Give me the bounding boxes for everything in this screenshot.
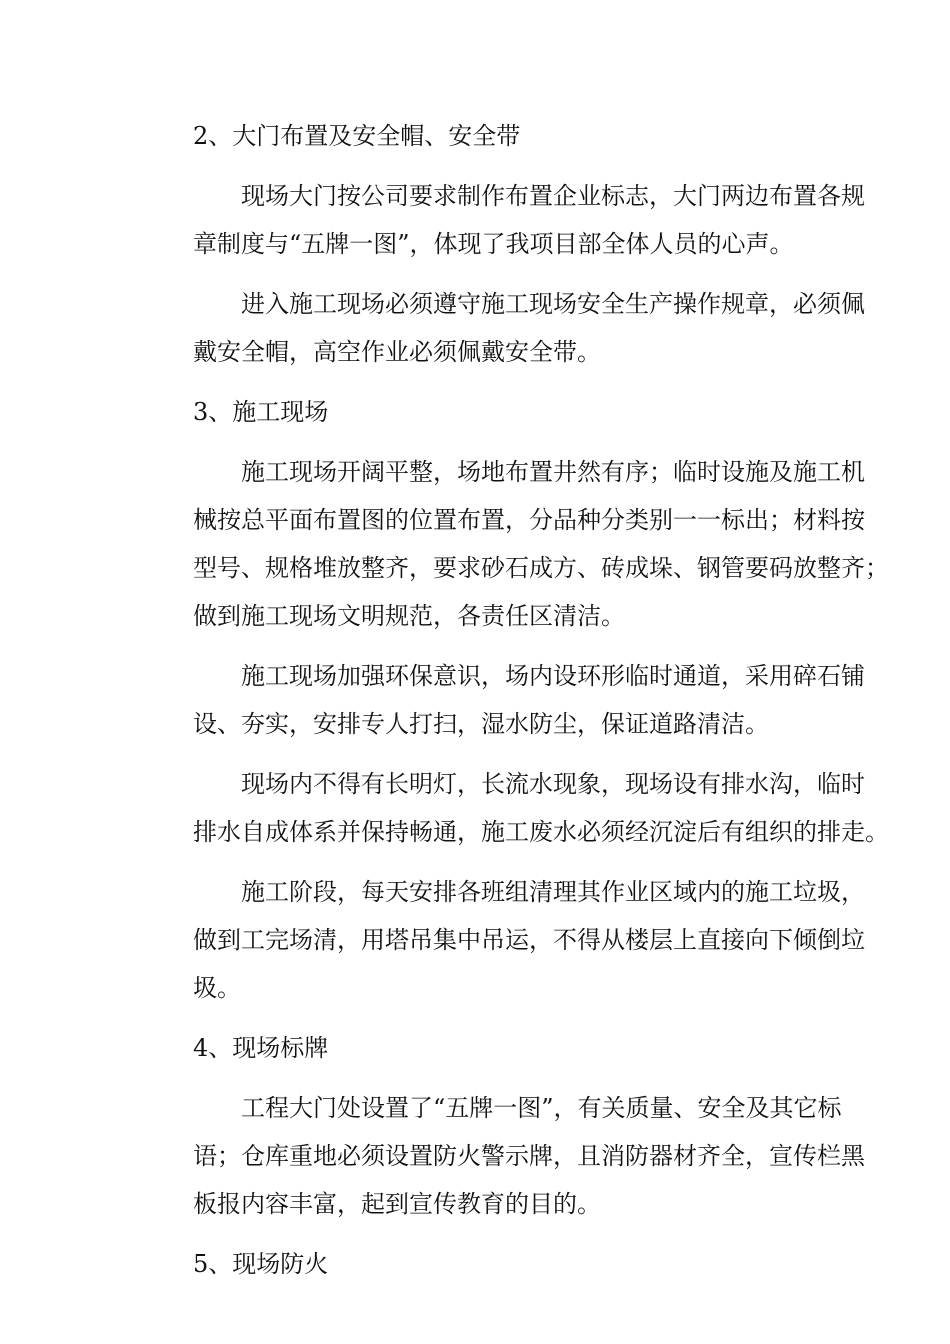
- text-line: 做到施工现场文明规范，各责任区清洁。: [193, 602, 625, 630]
- paragraph: [145, 760, 889, 856]
- text-line: 进入施工现场必须遵守施工现场安全生产操作规章，必须佩: [241, 290, 865, 318]
- text-line: 做到工完场清，用塔吊集中吊运，不得从楼层上直接向下倾倒垃: [193, 926, 865, 954]
- text-line: 械按总平面布置图的位置布置，分品种分类别一一标出；材料按: [193, 506, 865, 534]
- paragraph: [145, 172, 865, 268]
- text-line: 章制度与“五牌一图”，体现了我项目部全体人员的心声。: [193, 230, 794, 258]
- text-line: 语；仓库重地必须设置防火警示牌，且消防器材齐全，宣传栏黑: [193, 1142, 865, 1170]
- text-line: 型号、规格堆放整齐，要求砂石成方、砖成垛、钢管要码放整齐；: [193, 554, 889, 582]
- text-line: 工程大门处设置了“五牌一图”，有关质量、安全及其它标: [241, 1094, 842, 1122]
- text-line: 施工阶段，每天安排各班组清理其作业区域内的施工垃圾，: [241, 878, 865, 906]
- paragraph: [145, 280, 865, 376]
- paragraph: [145, 448, 889, 640]
- paragraph: [145, 868, 865, 1012]
- section-heading: 5、现场防火: [193, 1250, 329, 1278]
- text-line: 现场大门按公司要求制作布置企业标志，大门两边布置各规: [241, 182, 865, 210]
- text-line: 排水自成体系并保持畅通，施工废水必须经沉淀后有组织的排走。: [193, 818, 889, 846]
- section-heading: 4、现场标牌: [193, 1034, 329, 1062]
- section-heading: 3、施工现场: [193, 398, 329, 426]
- paragraph: [145, 1084, 865, 1228]
- text-line: 施工现场加强环保意识，场内设环形临时通道，采用碎石铺: [241, 662, 865, 690]
- document-body: [145, 112, 889, 1300]
- text-line: 施工现场开阔平整，场地布置井然有序；临时设施及施工机: [241, 458, 865, 486]
- text-line: 现场内不得有长明灯，长流水现象，现场设有排水沟，临时: [241, 770, 865, 798]
- text-line: 板报内容丰富，起到宣传教育的目的。: [193, 1190, 601, 1218]
- section-heading: 2、大门布置及安全帽、安全带: [193, 122, 521, 150]
- text-line: 设、夯实，安排专人打扫，湿水防尘，保证道路清洁。: [193, 710, 769, 738]
- text-line: 圾。: [193, 974, 241, 1002]
- text-line: 戴安全帽，高空作业必须佩戴安全带。: [193, 338, 601, 366]
- paragraph: [145, 652, 865, 748]
